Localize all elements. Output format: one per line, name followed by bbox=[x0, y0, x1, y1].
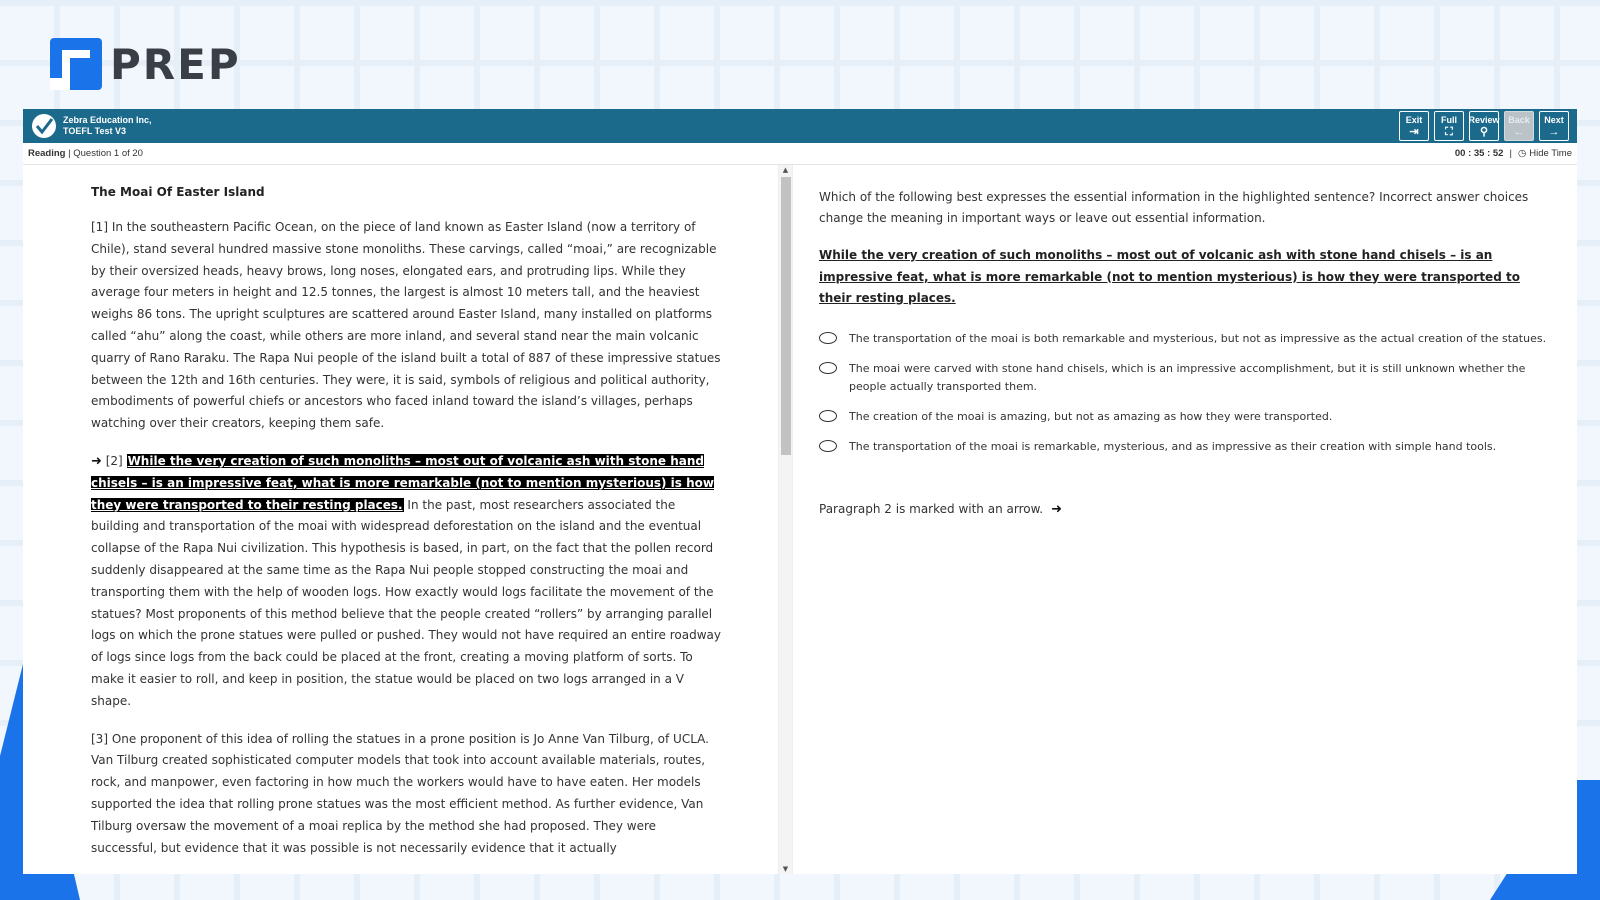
back-button[interactable] bbox=[1504, 111, 1534, 141]
hide-time-label: Hide Time bbox=[1529, 148, 1572, 159]
question-pane bbox=[793, 165, 1577, 874]
paragraph-2 bbox=[91, 451, 723, 713]
radio-button[interactable] bbox=[819, 362, 837, 374]
paragraph-2-number: [2] bbox=[105, 453, 123, 468]
exit-label: Exit bbox=[1405, 114, 1423, 125]
paragraph-2-text: In the past, most researchers associated the building and transportation of the moai with widespread deforestation on the island and the eventual collapse of the Rapa Nui civilization. This hypothesis is based, in part, on the fact that the pollen record suddenly disappeared at the same time as the Rapa Nui people stopped constructing the moai and transporting them with the help of wooden logs. How exactly would logs facilitate the movement of the statues? Most proponents of this method believe that the people created “rollers” by arranging parallel logs on which the prone statues were pulled or pushed. They would not have required an entire roadway of logs since logs from the back could be placed at the front, creating a moving platform of sorts. To make it easier to roll, and keep in position, the statue would be placed on two logs arranged in a V shape. bbox=[91, 497, 721, 708]
org-name: Zebra Education Inc, bbox=[63, 115, 152, 125]
full-button[interactable] bbox=[1434, 111, 1464, 141]
next-button[interactable] bbox=[1539, 111, 1569, 141]
test-window bbox=[23, 109, 1577, 874]
highlighted-sentence: While the very creation of such monoliths – most out of volcanic ash with stone hand chisels – is an impressive feat, what is more remarkable (not to mention mysterious) is how they were transported to their resting places. bbox=[91, 453, 714, 512]
answer-option-4[interactable] bbox=[819, 438, 1551, 456]
scroll-up-icon[interactable]: ▲ bbox=[782, 166, 789, 174]
checkmark-badge-icon bbox=[31, 113, 57, 139]
radio-button[interactable] bbox=[819, 440, 837, 452]
paragraph-3: [3] One proponent of this idea of rolling the statues in a prone position is Jo Anne Van Tilburg, of UCLA. Van Tilburg created sophisticated computer models that took into account available materials, routes, rock, and manpower, even factoring in how much the workers would have to have eaten. Her models supported the idea that rolling prone statues was the most efficient method. As further evidence, Van Tilburg oversaw the movement of a moai replica by the method she had proposed. They were successful, but evidence that it was possible is not necessarily evidence that it actually bbox=[91, 731, 709, 855]
brand bbox=[31, 113, 152, 139]
full-label: Full bbox=[1441, 114, 1457, 125]
answer-option-1[interactable] bbox=[819, 330, 1551, 348]
exit-icon: ⇥ bbox=[1409, 125, 1419, 138]
radio-button[interactable] bbox=[819, 332, 837, 344]
logo-text: PREP bbox=[110, 39, 241, 89]
fullscreen-icon: ⛶ bbox=[1445, 125, 1453, 138]
section-name: Reading bbox=[28, 148, 66, 159]
timer-separator: | bbox=[1509, 148, 1512, 159]
paragraph-1: [1] In the southeastern Pacific Ocean, on the piece of land known as Easter Island (now a territory of Chile), stand several hundred massive stone monoliths. These carvings, called “moai,” are recognizable by their oversized heads, heavy brows, long noses, elongated ears, and protruding lips. While they average four meters in height and 12.5 tonnes, the largest is almost 10 meters tall, and the heaviest weighs 86 tons. The upright sculptures are scattered around Easter Island, many installed on platforms called “ahu” along the coast, while others are more inland, and several stand near the main volcanic quarry of Rano Raraku. The Rapa Nui people of the island built a total of 887 of these impressive statues between the 12th and 16th centuries. They were, it is said, symbols of religious and political authority, embodiments of powerful chiefs or ancestors who faced inland toward the island’s villages, perhaps watching over their creators, keeping them safe. bbox=[91, 220, 721, 431]
passage-scrollbar[interactable] bbox=[778, 165, 793, 874]
prep-logo bbox=[50, 38, 241, 90]
arrow-right-icon: → bbox=[1548, 125, 1560, 138]
prep-logo-icon bbox=[50, 38, 102, 90]
status-separator: | bbox=[68, 148, 71, 159]
status-bar bbox=[23, 143, 1577, 165]
option-text: The transportation of the moai is remarkable, mysterious, and as impressive as their creation with simple hand tools. bbox=[849, 439, 1497, 453]
question-counter: Question 1 of 20 bbox=[73, 148, 143, 159]
top-toolbar bbox=[23, 109, 1577, 143]
hide-time-button[interactable] bbox=[1518, 148, 1572, 159]
scroll-thumb[interactable] bbox=[781, 177, 791, 455]
paragraph-note bbox=[819, 502, 1551, 517]
clock-icon: ◷ bbox=[1517, 148, 1527, 159]
question-sentence: While the very creation of such monoliths – most out of volcanic ash with stone hand chisels – is an impressive feat, what is more remarkable (not to mention mysterious) is how they were transported to their resting places. bbox=[819, 248, 1520, 305]
toolbar-buttons bbox=[1399, 111, 1569, 141]
passage-pane bbox=[23, 165, 778, 874]
next-label: Next bbox=[1544, 114, 1564, 125]
review-label: Review bbox=[1468, 114, 1500, 125]
scroll-down-icon[interactable]: ▼ bbox=[782, 865, 789, 873]
paragraph-arrow-icon: ➜ bbox=[91, 453, 102, 469]
option-text: The transportation of the moai is both remarkable and mysterious, but not as impressive as the actual creation of the statues. bbox=[849, 331, 1547, 345]
arrow-left-icon: ← bbox=[1513, 125, 1525, 138]
answer-option-2[interactable] bbox=[819, 360, 1551, 396]
arrow-right-icon: ➜ bbox=[1051, 501, 1063, 517]
content-area bbox=[23, 165, 1577, 874]
option-text: The creation of the moai is amazing, but not as amazing as how they were transported. bbox=[849, 409, 1333, 423]
back-label: Back bbox=[1508, 114, 1530, 125]
timer: 00 : 35 : 52 bbox=[1454, 148, 1504, 159]
paragraph-note-text: Paragraph 2 is marked with an arrow. bbox=[819, 502, 1044, 516]
review-button[interactable] bbox=[1469, 111, 1499, 141]
exit-button[interactable] bbox=[1399, 111, 1429, 141]
magnifier-icon: ⚲ bbox=[1479, 125, 1489, 138]
option-text: The moai were carved with stone hand chisels, which is an impressive accomplishment, but it is still unknown whether the people actually transported them. bbox=[849, 361, 1526, 393]
passage-title: The Moai Of Easter Island bbox=[91, 185, 265, 199]
answer-option-3[interactable] bbox=[819, 408, 1551, 426]
radio-button[interactable] bbox=[819, 410, 837, 422]
test-name: TOEFL Test V3 bbox=[63, 126, 127, 136]
question-prompt: Which of the following best expresses the essential information in the highlighted sentence? Incorrect answer choices change the meaning in important ways or leave out essential information. bbox=[819, 190, 1529, 225]
